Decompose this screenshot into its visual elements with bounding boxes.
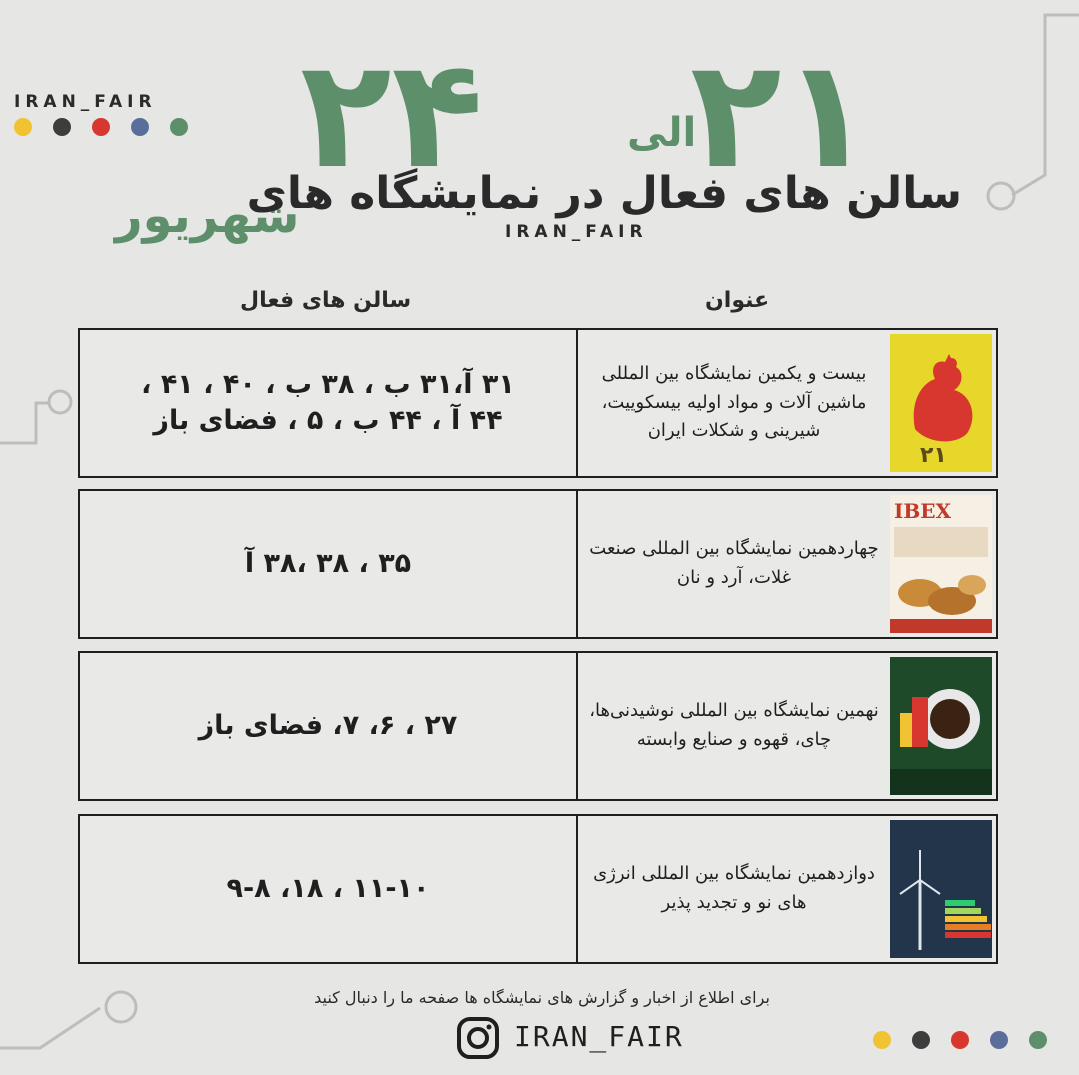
- row-divider: [576, 816, 578, 962]
- row-divider: [576, 653, 578, 799]
- dot-green: [170, 118, 188, 136]
- ibex-logo: IBEX: [894, 499, 952, 523]
- footer-color-dots: [873, 1031, 1047, 1049]
- col-header-title: عنوان: [705, 288, 770, 313]
- row-title: نهمین نمایشگاه بین المللی نوشیدنی‌ها، چای، قهوه و صنایع وابسته: [589, 700, 879, 750]
- row-divider: [576, 330, 578, 476]
- col-header-halls: سالن های فعال: [240, 288, 412, 313]
- poster-ibex-fair: [890, 495, 992, 633]
- row-title: چهاردهمین نمایشگاه بین المللی صنعت غلات، آرد و نان: [589, 538, 879, 588]
- rooster-icon: [890, 334, 992, 472]
- headline: سالن های فعال در نمایشگاه های: [246, 168, 962, 219]
- bread-graphic: [890, 523, 992, 633]
- svg-text:۲۱: ۲۱: [920, 443, 947, 468]
- dot-blue: [131, 118, 149, 136]
- row-halls: ۲۷ ، ۶، ۷، فضای باز: [198, 709, 458, 741]
- poster-energy-fair: [890, 820, 992, 958]
- table-row: [78, 328, 998, 478]
- brand-corner-text: IRAN_FAIR: [14, 92, 157, 112]
- table-row: [78, 814, 998, 964]
- dot-green: [1029, 1031, 1047, 1049]
- row-divider: [576, 491, 578, 637]
- color-dots: [14, 118, 188, 136]
- brand-subtitle: IRAN_FAIR: [505, 222, 648, 242]
- dot-yellow: [14, 118, 32, 136]
- dot-blue: [990, 1031, 1008, 1049]
- dot-red: [92, 118, 110, 136]
- footer-note: برای اطلاع از اخبار و گزارش های نمایشگاه ها صفحه ما را دنبال کنید: [314, 988, 770, 1007]
- instagram-handle[interactable]: IRAN_FAIR: [514, 1020, 684, 1053]
- dot-dark: [53, 118, 71, 136]
- wind-turbine-graphic: [890, 820, 992, 958]
- table-row: [78, 651, 998, 801]
- ela-label: الی: [627, 110, 697, 156]
- month-label: شهریور: [115, 188, 300, 244]
- dot-dark: [912, 1031, 930, 1049]
- to-day-number: ۲۴: [300, 28, 484, 202]
- dot-yellow: [873, 1031, 891, 1049]
- table-row: [78, 489, 998, 639]
- row-halls: ۱۱-۱۰ ، ۱۸، ۹-۸: [226, 872, 430, 904]
- beverage-graphic: [890, 657, 992, 795]
- poster-biscuit-fair: [890, 334, 992, 472]
- dot-red: [951, 1031, 969, 1049]
- instagram-icon[interactable]: [456, 1016, 500, 1060]
- poster-beverage-fair: [890, 657, 992, 795]
- row-halls: ۳۵ ، ۳۸ ،۳۸ آ: [244, 547, 412, 579]
- row-title: بیست و یکمین نمایشگاه بین المللی ماشین آلات و مواد اولیه بیسکوییت، شیرینی و شکلات ایران: [601, 362, 867, 442]
- from-day-number: ۲۱: [690, 28, 874, 202]
- row-halls: ۳۱ آ،۳۱ ب ، ۳۸ ب ، ۴۰ ، ۴۱ ، ۴۴ آ ، ۴۴ ب ، ۵ ، فضای باز: [141, 368, 515, 436]
- row-title: دوازدهمین نمایشگاه بین المللی انرژی های نو و تجدید پذیر: [593, 863, 875, 913]
